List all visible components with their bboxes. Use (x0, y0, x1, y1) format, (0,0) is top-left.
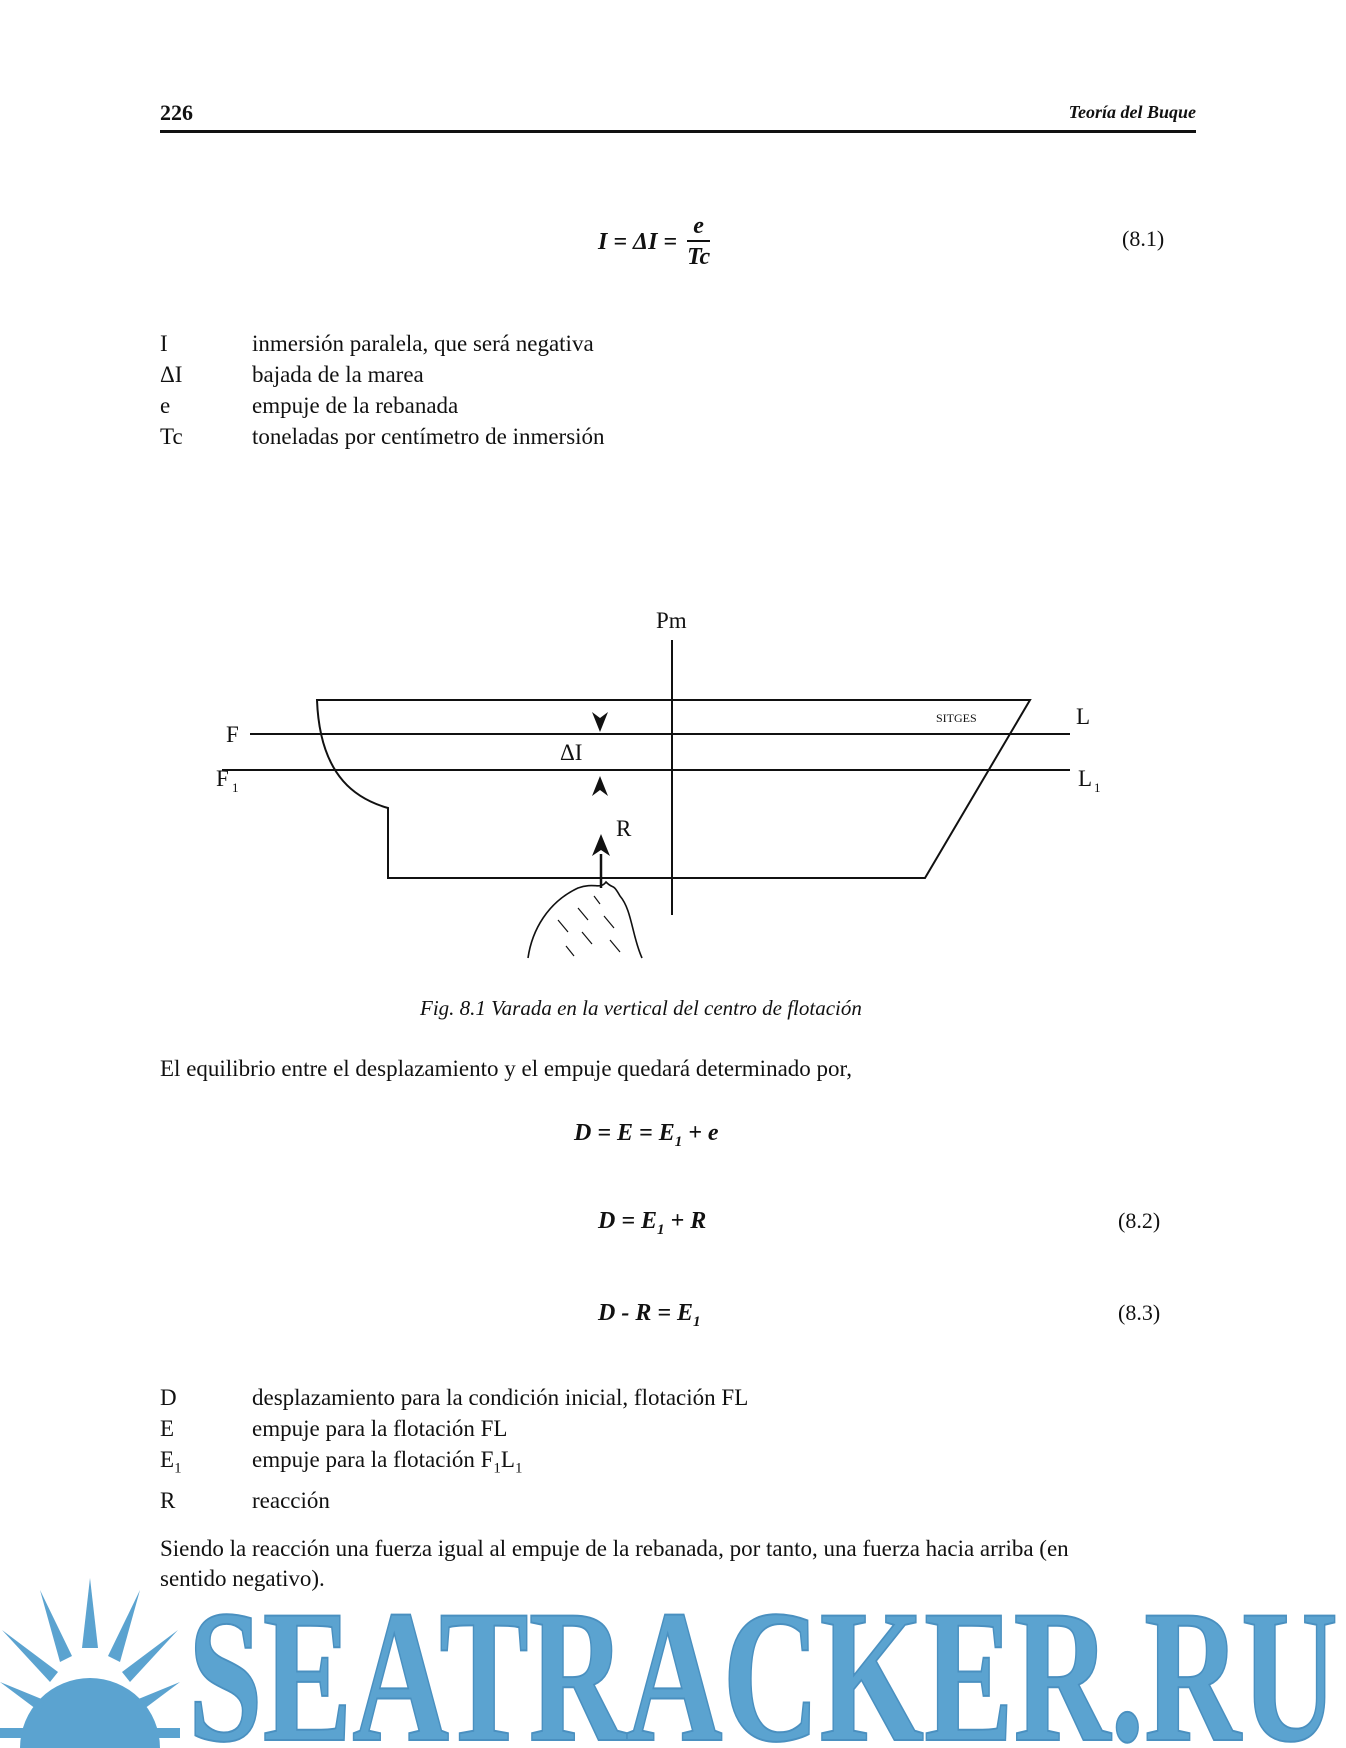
label-pm: Pm (656, 608, 687, 633)
book-title: Teoría del Buque (1068, 102, 1196, 122)
rock-outline (528, 882, 642, 958)
definition-symbol: R (160, 1487, 176, 1513)
watermark-text (180, 1590, 1346, 1748)
label-f1-sub: 1 (232, 780, 239, 795)
paragraph-line: sentido negativo). (160, 1566, 325, 1591)
definitions-list-1 (160, 328, 605, 452)
figure-8-1-diagram (180, 590, 1140, 970)
equation-8-1 (598, 212, 714, 272)
header-rule (160, 130, 1196, 133)
label-l1-sub: 1 (1094, 780, 1101, 795)
definition-row (160, 1444, 748, 1485)
equation-d-e-e1 (574, 1120, 719, 1151)
paragraph-equilibrium: El equilibrio entre el desplazamiento y el empuje quedará determinado por, (160, 1056, 853, 1081)
equation-8-2 (598, 1208, 706, 1239)
definition-symbol: E (160, 1416, 175, 1441)
paragraph-line: Siendo la reacción una fuerza igual al empuje de la rebanada, por tanto, una fuerza hacia arriba (en (160, 1536, 1069, 1561)
definition-text: empuje para la flotación $F_1L_1$ (252, 1447, 523, 1477)
definition-text: empuje para la flotación FL (252, 1416, 508, 1441)
definition-symbol: ΔI (160, 362, 183, 387)
equation-part: + R (664, 1208, 707, 1234)
label-f: F (226, 722, 239, 747)
hull-outline (317, 700, 1030, 878)
figure-caption: Fig. 8.1 Varada en la vertical del centro de flotación (420, 996, 862, 1020)
equation-subscript: 1 (674, 1133, 683, 1150)
equation-part: D - R = E (598, 1300, 694, 1326)
definition-row (160, 421, 605, 452)
label-delta-i: ΔI (560, 740, 583, 765)
equation-number-8-1: (8.1) (1122, 226, 1165, 251)
definition-text: bajada de la marea (252, 362, 424, 387)
equation-number-8-3: (8.3) (1118, 1300, 1161, 1325)
equation-subscript: 1 (693, 1313, 701, 1330)
definition-row (160, 1382, 748, 1413)
up-arrow-icon (592, 776, 608, 796)
equation-subscript: 1 (657, 1221, 665, 1238)
watermark-text-label: SEATRACKER.RU (188, 1590, 1338, 1748)
definition-symbol: Tc (160, 424, 183, 449)
rock-hatching (558, 896, 620, 956)
watermark-sun-icon (0, 1578, 180, 1748)
definition-symbol: e (160, 393, 171, 418)
paragraph-reaction (160, 1534, 1200, 1594)
page-number: 226 (160, 100, 193, 125)
definition-row (160, 390, 605, 421)
label-l1: L (1078, 766, 1093, 791)
definition-row (160, 1485, 748, 1516)
equation-number-8-2: (8.2) (1118, 1208, 1161, 1233)
definition-symbol: $E_1$ (160, 1447, 182, 1477)
definition-text: desplazamiento para la condición inicial, flotación FL (252, 1385, 749, 1410)
fraction-denominator: Tc (687, 244, 711, 270)
label-sitges: SITGES (936, 711, 977, 725)
fraction-numerator: e (687, 212, 710, 242)
equation-part: + e (682, 1120, 719, 1146)
definition-text: inmersión paralela, que será negativa (252, 331, 594, 356)
definitions-list-2 (160, 1382, 748, 1516)
definition-row (160, 328, 605, 359)
equation-8-3 (598, 1300, 701, 1331)
definition-text: toneladas por centímetro de inmersión (252, 424, 605, 449)
equation-part: D = E = E (574, 1120, 675, 1146)
definition-row (160, 1413, 748, 1444)
reaction-arrow-icon (592, 834, 610, 856)
definition-row (160, 359, 605, 390)
definition-symbol: D (160, 1385, 177, 1410)
definition-text: empuje de la rebanada (252, 393, 459, 418)
fraction (683, 212, 714, 272)
definition-symbol: I (160, 331, 168, 356)
definition-text: reacción (252, 1487, 330, 1513)
label-r: R (616, 816, 632, 841)
label-f1: F (216, 766, 229, 791)
equation-8-1-lhs: I = ΔI = (598, 228, 678, 255)
label-l: L (1076, 704, 1091, 729)
down-arrow-icon (592, 712, 608, 732)
equation-part: D = E (598, 1208, 658, 1234)
